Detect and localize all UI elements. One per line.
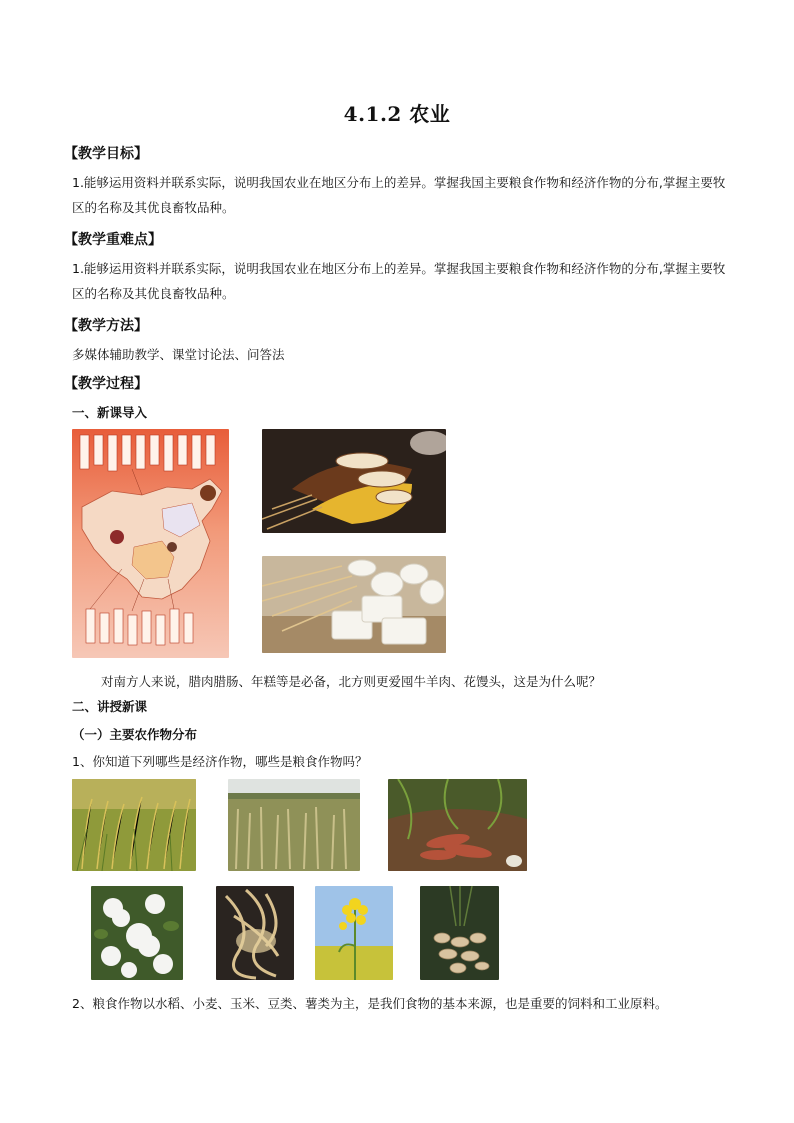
rapeseed-flower-image xyxy=(315,886,393,980)
wheat-field-image xyxy=(228,779,360,871)
methods-heading: 【教学方法】 xyxy=(64,318,148,334)
key-points-text: 1.能够运用资料并联系实际，说明我国农业在地区分布上的差异。掌握我国主要粮食作物和经济作物的分布,掌握主要牧区的名称及其优良畜牧品种。 xyxy=(72,261,726,301)
page-title: 4.1.2 农业 xyxy=(343,102,451,126)
rice-cake-image xyxy=(262,556,446,653)
peanut-image xyxy=(420,886,499,980)
part1-heading: 一、新课导入 xyxy=(72,405,148,420)
cotton-image xyxy=(91,886,183,980)
rice-field-image xyxy=(72,779,196,871)
part2-heading: 二、讲授新课 xyxy=(72,699,148,714)
question-1-text: 1、你知道下列哪些是经济作物，哪些是粮食作物吗？ xyxy=(72,754,368,769)
intro-question-text: 对南方人来说，腊肉腊肠、年糕等是必备，北方则更爱囤牛羊肉、花馒头，这是为什么呢？ xyxy=(101,674,602,689)
china-food-map-image xyxy=(72,429,229,658)
question-2-text: 2、粮食作物以水稻、小麦、玉米、豆类、薯类为主，是我们食物的基本来源，也是重要的饲料和工业原料。 xyxy=(72,996,668,1011)
key-points-heading: 【教学重难点】 xyxy=(64,232,162,248)
objectives-heading: 【教学目标】 xyxy=(64,146,148,162)
sweet-potato-image xyxy=(388,779,527,871)
subsection-heading: （一）主要农作物分布 xyxy=(72,727,198,742)
process-heading: 【教学过程】 xyxy=(64,376,148,392)
methods-text: 多媒体辅助教学、课堂讨论法、问答法 xyxy=(72,347,285,362)
hemp-fiber-image xyxy=(216,886,294,980)
objectives-text: 1.能够运用资料并联系实际，说明我国农业在地区分布上的差异。掌握我国主要粮食作物和经济作物的分布,掌握主要牧区的名称及其优良畜牧品种。 xyxy=(72,175,726,215)
flower-steamed-buns-image xyxy=(262,429,446,533)
